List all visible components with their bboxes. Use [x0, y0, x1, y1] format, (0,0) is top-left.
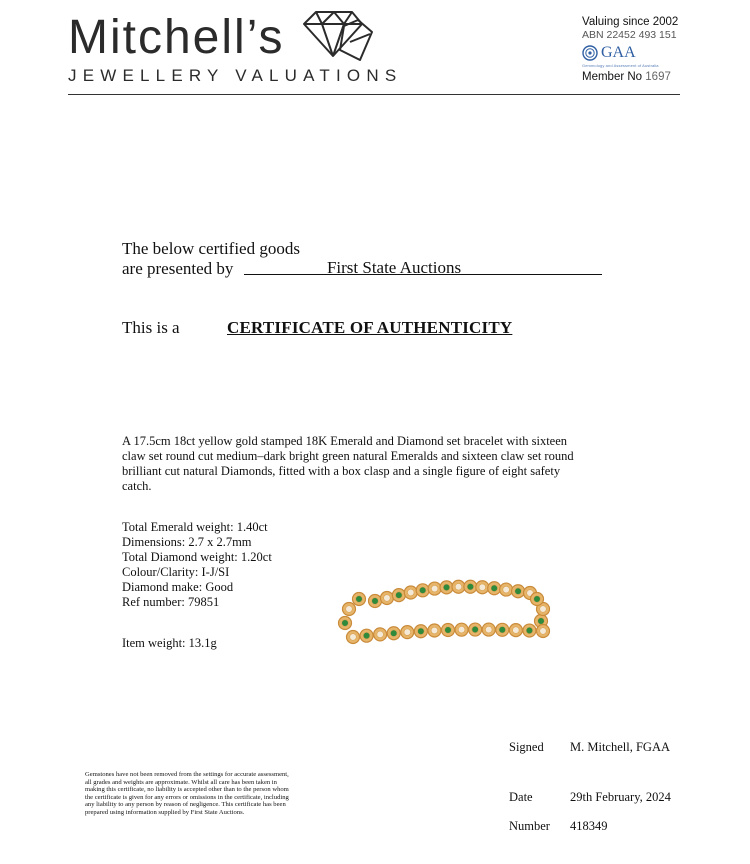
presenter-name: First State Auctions [326, 258, 462, 277]
emerald-stone [467, 583, 474, 590]
diamond-logo-icon [300, 10, 375, 62]
spec-emerald-weight: Total Emerald weight: 1.40ct [122, 520, 268, 534]
presentation-line-1: The below certified goods [122, 239, 300, 258]
emerald-stone [443, 584, 450, 591]
valuing-since: Valuing since 2002 [582, 16, 679, 28]
emerald-stone [472, 626, 479, 633]
emerald-stone [515, 588, 522, 595]
signed-label: Signed [509, 740, 544, 754]
diamond-stone [485, 626, 492, 633]
accreditation-block [582, 16, 682, 83]
item-description: A 17.5cm 18ct yellow gold stamped 18K Emerald and Diamond set bracelet with sixteen claw set round cut medium–dark bright green natural Emeralds and sixteen claw set round brilliant cut natural Diamonds, fitted with a box clasp and a single figure of eight safety catch. [122, 434, 574, 493]
emerald-stone [372, 598, 379, 605]
date-value: 29th February, 2024 [570, 790, 671, 804]
emerald-stone [491, 585, 498, 592]
spec-diamond-make: Diamond make: Good [122, 580, 234, 594]
diamond-stone [377, 631, 384, 638]
spec-list [122, 520, 272, 610]
emerald-stone [418, 628, 425, 635]
emerald-stone [363, 632, 370, 639]
bracelet-photo [335, 565, 555, 655]
emerald-stone [396, 592, 403, 599]
signed-value: M. Mitchell, FGAA [570, 740, 670, 754]
number-value: 418349 [570, 819, 608, 833]
gaa-text: GAA [601, 44, 636, 61]
header-divider [68, 94, 680, 95]
diamond-stone [350, 634, 357, 641]
emerald-stone [342, 620, 349, 627]
diamond-stone [540, 606, 547, 613]
emerald-stone [526, 627, 533, 634]
diamond-stone [404, 629, 411, 636]
diamond-stone [513, 627, 520, 634]
spec-colour-clarity: Colour/Clarity: I-J/SI [122, 565, 230, 579]
item-weight: Item weight: 13.1g [122, 636, 217, 650]
diamond-stone [431, 585, 438, 592]
spec-diamond-weight: Total Diamond weight: 1.20ct [122, 550, 272, 564]
spec-dimensions: Dimensions: 2.7 x 2.7mm [122, 535, 252, 549]
disclaimer-text: Gemstones have not been removed from the settings for accurate assessment, all grades and weights are approximate. Whilst all care has been taken in making this certificate, no liability is accepted other than to the person whom the certificate is given for any errors or omissions in the certificate, including any liability to any person by reason of negligence. This certificate has been prepared using information supplied by First State Auctions. [85, 771, 289, 816]
number-label: Number [509, 819, 550, 833]
diamond-stone [479, 584, 486, 591]
diamond-stone [458, 626, 465, 633]
diamond-stone [407, 589, 414, 596]
emerald-stone [538, 618, 545, 625]
abn-number: ABN 22452 493 151 [582, 29, 677, 41]
diamond-stone [503, 586, 510, 593]
member-number [582, 71, 682, 83]
certificate-prefix: This is a [122, 318, 180, 337]
date-label: Date [509, 790, 533, 804]
emerald-stone [390, 630, 397, 637]
diamond-stone [455, 583, 462, 590]
diamond-stone [431, 627, 438, 634]
diamond-stone [346, 606, 353, 613]
bracelet-links [339, 580, 550, 643]
emerald-stone [445, 627, 452, 634]
brand-name: Mitchell’s [68, 11, 285, 64]
certificate-title: CERTIFICATE OF AUTHENTICITY [227, 318, 513, 337]
gaa-logo [582, 44, 682, 62]
diamond-stone [540, 628, 547, 635]
presentation-line-2: are presented by [122, 259, 234, 278]
emerald-stone [499, 626, 506, 633]
member-value: 1697 [645, 71, 671, 83]
brand-subtitle: JEWELLERY VALUATIONS [68, 66, 403, 85]
spec-ref-number: Ref number: 79851 [122, 595, 220, 609]
gaa-seal-icon [582, 45, 598, 61]
member-label: Member No [582, 71, 643, 83]
emerald-stone [534, 596, 541, 603]
emerald-stone [419, 587, 426, 594]
emerald-stone [356, 596, 363, 603]
diamond-stone [384, 595, 391, 602]
gaa-tagline: Gemmology and Assessment of Australia [582, 63, 659, 68]
